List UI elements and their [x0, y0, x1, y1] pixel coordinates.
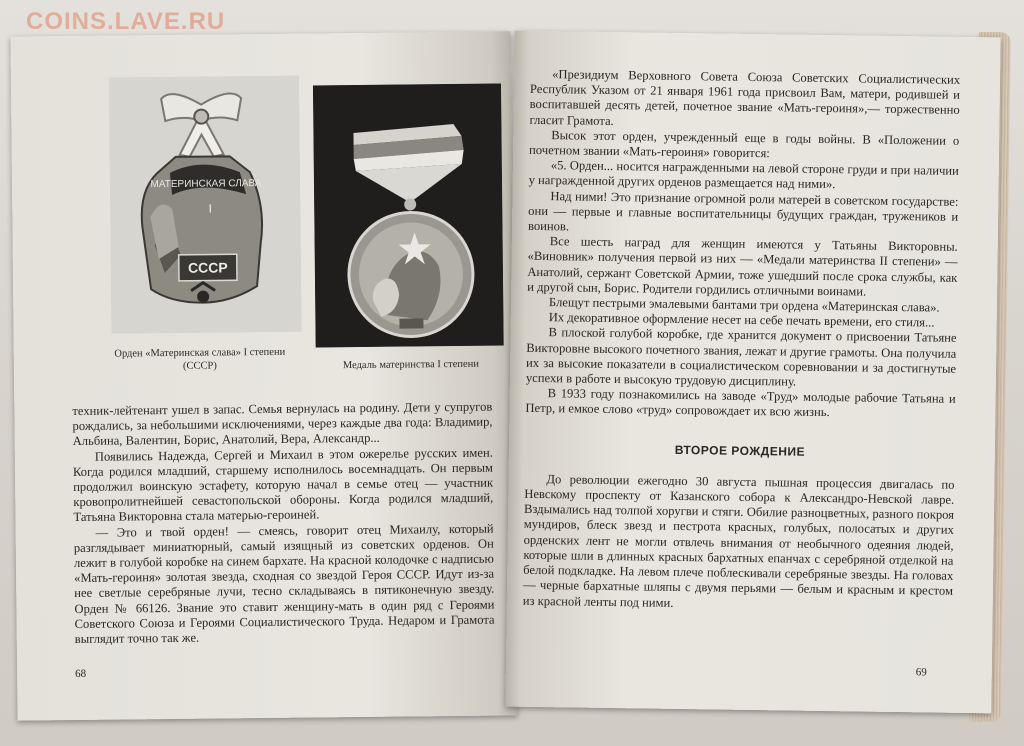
paragraph: — Это и твой орден! — смеясь, говорит отец Михаилу, который разглядывает миниатюрный, самый изящный из советских орденов. Он лежит в голубой коробке на синем бархате. На красной колодочке с надписью «Мать-героиня» золотая звезда, сходная со звездой Героя СССР. Идут из-за нее светлые серебряные лучи, тесно складываясь в пятиконечную звезду. Орден № 66126. Звание это ставит женщину-мать в один ряд с Героями Советского Союза и Героями Социалистического Труда. Недаром и Грамота выглядит точно так же.	[73, 521, 495, 647]
medal-photo	[313, 84, 504, 348]
paragraph: Их декоративное оформление несет на себе печать времени, его стиля...	[548, 310, 935, 330]
medal-caption: Медаль материнства I степени	[342, 358, 479, 372]
order-cccp-text: СССР	[187, 259, 228, 276]
paragraph: техник-лейтенант ушел в запас. Семья вернулась на родину. Дети у супругов рождались, за небольшими исключениями, через каждые два года: Владимир, Альбина, Валентин, Борис, Анатолий, Вера, Александр...	[72, 399, 493, 449]
paragraph: Над ними! Это признание огромной роли матерей в советском государстве: они — первые и главные воспитательницы будущих граждан, тружеников и воинов.	[527, 188, 959, 234]
section-title: ВТОРОЕ РОЖДЕНИЕ	[674, 442, 806, 459]
open-book	[14, 22, 1004, 730]
left-page-text	[72, 400, 495, 648]
paragraph: Появились Надежда, Сергей и Михаил в этом ожерелье русских имен. Когда родился младший, старшему исполнилось восемнадцать. Он первым продолжил воинскую эстафету, которую начал в семье отец — участник кровопролитнейшей севастопольской обороны. Когда родился младший, Татьяна Викторовна стала матерью-героиней.	[72, 445, 494, 525]
right-page-text	[523, 67, 961, 615]
paragraph: В 1933 году познакомились на заводе «Труд» молодые рабочие Татьяна и Петр, и емкое слово «труд» сопровождает их всю жизнь.	[525, 386, 956, 420]
page-number-left: 68	[75, 667, 87, 680]
page-number-right: 69	[915, 666, 927, 679]
order-caption: Орден «Материнская слава» I степени (СССР)	[114, 346, 286, 372]
order-photo	[109, 76, 302, 334]
paragraph: В плоской голубой коробке, где хранится документ о присвоении Татьяне Викторовне высокого почетного звания, лежат и другие грамоты. Она получила их за высокие показатели в социалистическом соревновании и за достигнутые успехи в работе и высокую трудовую дисциплину.	[525, 325, 957, 389]
paragraph: Блещут пестрыми эмалевыми бантами три ордена «Материнская слава».	[548, 295, 940, 315]
paragraph: До революции ежегодно 30 августа пышная процессия двигалась по Невскому проспекту от Казанского собора к Александро-Невской лавре. Вздымались над толпой хоругви и стяги. Обилие разноцветных, разного покроя мундиров, блеск звезд и пестрота красных, голубых, полосатых и других орденских лент не могли отвлечь внимания от необычного одеяния людей, которые шли в длинных красных бархатных епанчах с серебряной отделкой на белой подкладке. На левом плече поблескивали серебряные звезды. На головах — черные бархатные шляпы с двумя перьями — белым и красным и крестом из красной ленты под ними.	[522, 472, 955, 610]
paragraph: Высок этот орден, учрежденный еще в годы войны. В «Положении о почетном звании «Мать-героиня» говорится:	[528, 127, 960, 161]
right-page	[505, 31, 1000, 714]
paragraph: «Президиум Верховного Совета Союза Советских Социалистических Республик Указом от 21 января 1961 года присвоил Вам, матери, родившей и воспитавшей десять детей, почетное звание «Мать-героиня»,— торжественно гласит Грамота.	[529, 67, 961, 128]
paragraph: Все шесть наград для женщин имеются у Татьяны Викторовны. «Виновник» получения первой из них — «Медали материнства II степени» — Анатолий, сержант Советской Армии, тоже ушедший после срока службы, как и другой сын, Борис. Родители гордились отличными воинами.	[527, 234, 958, 299]
order-ribbon-text: МАТЕРИНСКАЯ СЛАВА	[150, 178, 262, 191]
watermark: COINS.LAVE.RU	[26, 8, 226, 35]
order-degree-text: I	[208, 201, 212, 216]
paragraph: «5. Орден... носится награжденными на левой стороне груди и при наличии у награжденной других орденов размещается над ними».	[528, 158, 959, 192]
left-page	[10, 31, 517, 720]
